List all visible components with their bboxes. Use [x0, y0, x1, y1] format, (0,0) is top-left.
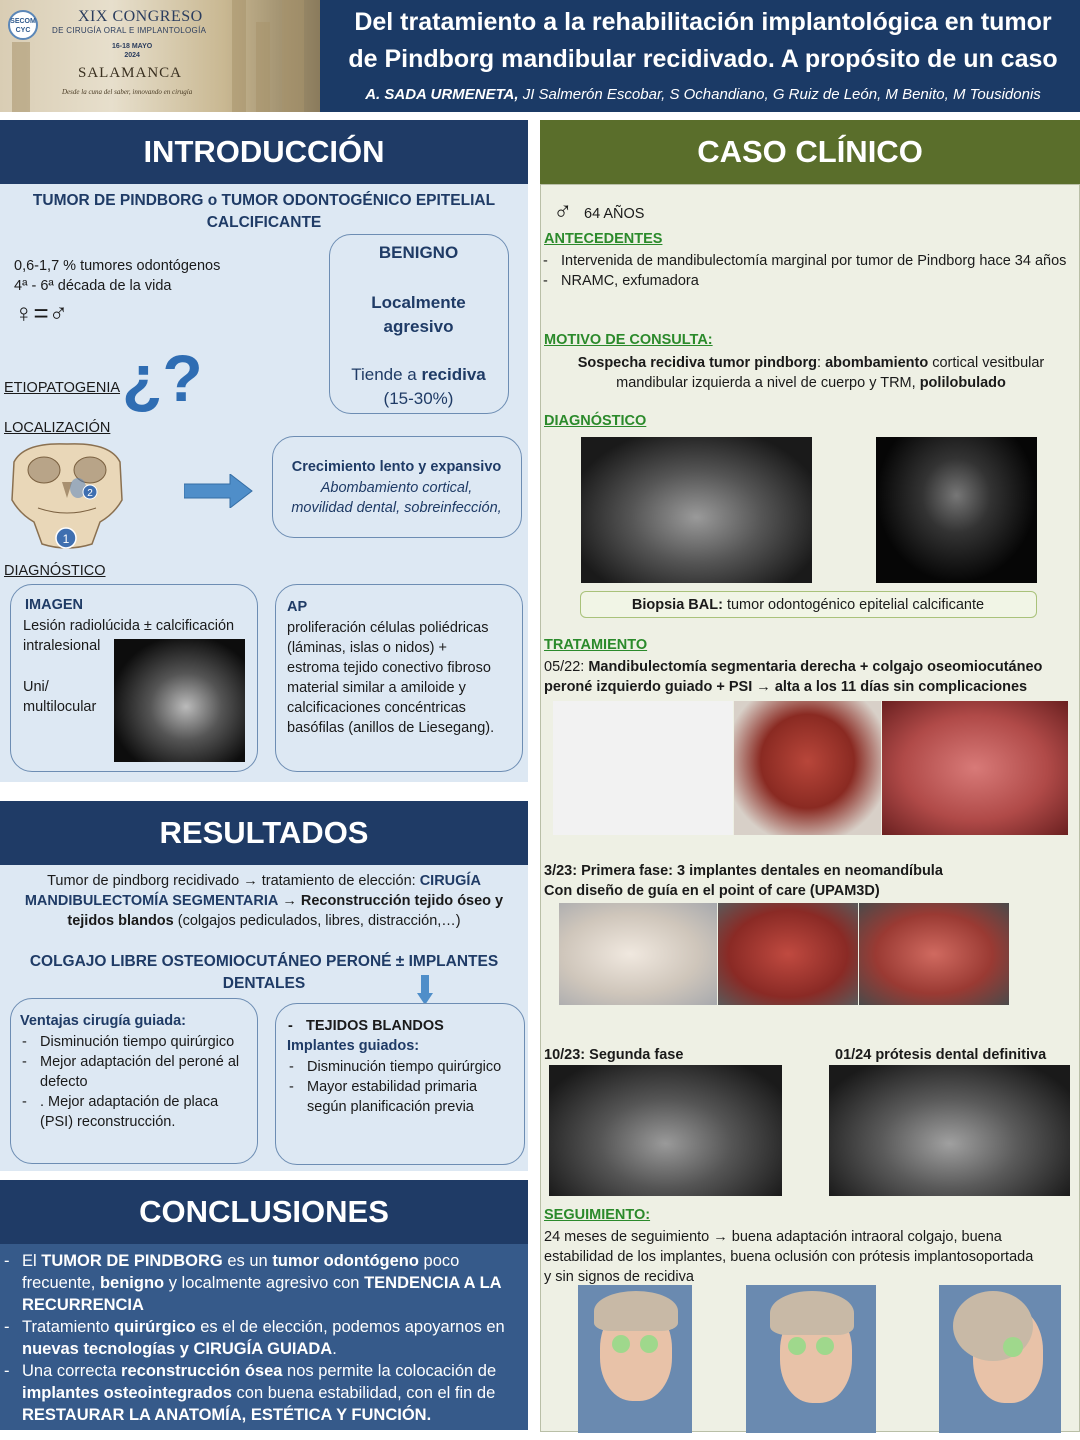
biopsy-box: Biopsia BAL: tumor odontogénico epitelial calcificante [580, 591, 1037, 618]
phase1-text: 3/23: Primera fase: 3 implantes dentales en neomandíbula Con diseño de guía en el point of care (UPAM3D) [544, 863, 943, 899]
conclusions-panel [0, 1244, 528, 1430]
coronal-ct-image [876, 437, 1037, 583]
arrow-down-icon [417, 975, 433, 1005]
diagnostico-label: DIAGNÓSTICO [4, 563, 106, 579]
motivo-label: MOTIVO DE CONSULTA: [544, 332, 713, 348]
results-heading: RESULTADOS [0, 801, 528, 865]
results-intro-text: Tumor de pindborg recidivado → tratamiento de elección: CIRUGÍA MANDIBULECTOMÍA SEGMENTARIA → Reconstrucción tejido óseo y tejidos blandos (colgajos pediculados, libres, distracción,…) [24, 873, 504, 929]
flap-title: COLGAJO LIBRE OSTEOMIOCUTÁNEO PERONÉ ± IMPLANTES DENTALES [29, 953, 499, 992]
advantages-bubble: Ventajas cirugía guiada: - Disminución tiempo quirúrgico - Mejor adaptación del peroné al defecto - . Mejor adaptación de placa (PSI) reconstrucción. [10, 998, 258, 1164]
phase2-label: 10/23: Segunda fase [544, 1047, 684, 1063]
results-panel [0, 865, 528, 1171]
implants-placed-image [859, 903, 1009, 1005]
seguimiento-text: 24 meses de seguimiento → buena adaptación intraoral colgajo, buena estabilidad de los implantes, buena oclusión con prótesis implantosoportada y sin signos de recidiva [544, 1229, 1034, 1285]
prosthesis-label: 01/24 prótesis dental definitiva [835, 1047, 1047, 1063]
soft-tissue-bubble: - TEJIDOS BLANDOS Implantes guiados: - Disminución tiempo quirúrgico - Mayor estabilidad primaria según planificación previa [275, 1003, 525, 1165]
patient-age: 64 AÑOS [584, 206, 645, 222]
poster-authors: A. SADA URMENETA, JI Salmerón Escobar, S Ochandiano, G Ruiz de León, M Benito, M Tousidonis [365, 86, 1041, 103]
congress-dates: 16-18 MAYO 2024 [112, 43, 153, 59]
antecedentes-list: - Intervenida de mandibulectomía marginal por tumor de Pindborg hace 34 años - NRAMC, exfumadora [541, 251, 1073, 291]
conclusions-list: - El TUMOR DE PINDBORG es un tumor odontógeno poco frecuente, benigno y localmente agresivo con TENDENCIA A LA RECURRENCIA - Tratamiento quirúrgico es el de elección, podemos apoyarnos en nuevas tecnologías y CIRUGÍA GUIADA. - Una correcta reconstrucción ósea nos permite la colocación de implantes osteointegrados con buena estabilidad, con el fin de RESTAURAR LA ANATOMÍA, ESTÉTICA Y FUNCIÓN. [2, 1250, 522, 1426]
male-icon: ♂ [553, 196, 573, 226]
congress-subtitle: DE CIRUGÍA ORAL E IMPLANTOLOGÍA [52, 26, 207, 35]
antecedentes-label: ANTECEDENTES [544, 231, 663, 247]
panoramic-xray-phase2 [549, 1065, 782, 1196]
sex-ratio-icon: ♀=♂ [14, 298, 69, 328]
case-heading: CASO CLÍNICO [540, 120, 1080, 184]
etiopatogenia-label: ETIOPATOGENIA [4, 380, 121, 396]
question-mark-icon: ¿? [122, 341, 203, 415]
skull-icon [4, 442, 130, 554]
imagen-bubble: IMAGEN Lesión radiolúcida ± calcificación intralesional Uni/ multilocular [10, 584, 258, 772]
congress-city: SALAMANCA [78, 65, 183, 81]
intro-heading: INTRODUCCIÓN [0, 120, 528, 184]
benign-bubble: BENIGNO Localmente agresivo Tiende a recidiva (15-30%) [329, 234, 509, 414]
localizacion-label: LOCALIZACIÓN [4, 420, 111, 436]
case-diagnostico-label: DIAGNÓSTICO [544, 413, 647, 429]
patient-photo-oblique [746, 1285, 876, 1433]
tratamiento-label: TRATAMIENTO [544, 637, 648, 653]
surgical-guide-image [559, 903, 717, 1005]
tratamiento-text: 05/22: Mandibulectomía segmentaria derecha + colgajo oseomiocutáneo peroné izquierdo guiado + PSI → alta a los 11 días sin complicaciones [544, 659, 1043, 695]
ap-bubble: AP proliferación células poliédricas (láminas, islas o nidos) + estroma tejido conectivo fibroso material similar a amiloide y calcificaciones concéntricas basófilas (anillos de Liesegang). [275, 584, 523, 772]
intro-stats: 0,6-1,7 % tumores odontógenos 4ª - 6ª década de la vida [14, 258, 221, 294]
location-marker-2: 2 [87, 488, 93, 499]
panoramic-xray-prosthesis [829, 1065, 1070, 1196]
seguimiento-label: SEGUIMIENTO: [544, 1207, 651, 1223]
congress-logo [0, 0, 320, 112]
arrow-right-icon [184, 474, 254, 508]
implants-list: - Disminución tiempo quirúrgico - Mayor estabilidad primaria según planificación previa [287, 1057, 512, 1117]
poster-header [0, 0, 1080, 112]
implant-placement-image [718, 903, 858, 1005]
patient-photo-lateral [939, 1285, 1061, 1433]
congress-name: XIX CONGRESO [78, 8, 203, 25]
motivo-text: Sospecha recidiva tumor pindborg: abombamiento cortical vesitbular mandibular izquierda a nivel de cuerpo y TRM, polilobulado [577, 355, 1045, 391]
patient-photo-frontal [578, 1285, 692, 1433]
panoramic-xray-diagnosis [581, 437, 812, 583]
growth-bubble: Crecimiento lento y expansivo Abombamiento cortical, movilidad dental, sobreinfección, [272, 436, 522, 538]
location-marker-1: 1 [62, 532, 70, 546]
congress-motto: Desde la cuna del saber, innovando en cirugía [62, 88, 193, 96]
surgical-planning-3d-image [553, 701, 733, 835]
intro-panel [0, 184, 528, 782]
advantages-list: - Disminución tiempo quirúrgico - Mejor adaptación del peroné al defecto - . Mejor adaptación de placa (PSI) reconstrucción. [20, 1032, 248, 1132]
intraoral-surgery-image [882, 701, 1068, 835]
fibula-graft-image [734, 701, 881, 835]
intro-subtitle: TUMOR DE PINDBORG o TUMOR ODONTOGÉNICO EPITELIAL CALCIFICANTE [32, 192, 496, 231]
poster-title: Del tratamiento a la rehabilitación implantológica en tumor de Pindborg mandibular recidivado. A propósito de un caso [348, 8, 1058, 73]
conclusions-heading: CONCLUSIONES [0, 1180, 528, 1244]
ap-text: proliferación células poliédricas (láminas, islas o nidos) + estroma tejido conectivo fibroso material similar a amiloide y calcificaciones concéntricas basófilas (anillos de Liesegang). [287, 620, 495, 736]
ct-3d-image [114, 639, 245, 762]
secom-seal-icon: SECOM CYC [8, 10, 38, 40]
case-panel [540, 184, 1080, 1432]
